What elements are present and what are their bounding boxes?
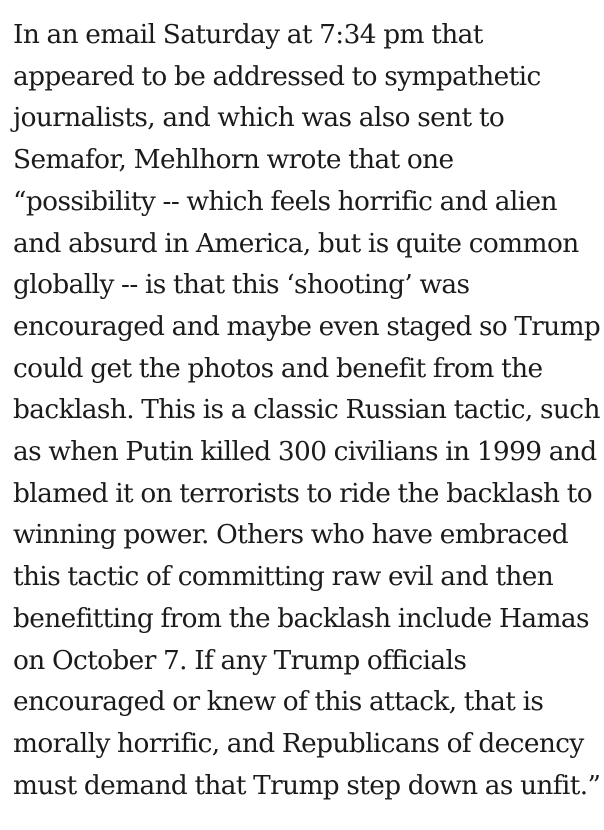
article-paragraph (13, 14, 603, 806)
paragraph-line: globally -- is that this ‘shooting’ was (13, 269, 470, 301)
paragraph-line: journalists, and which was also sent to (13, 102, 505, 134)
paragraph-line: could get the photos and benefit from the (13, 352, 543, 384)
paragraph-line: encouraged and maybe even staged so Trump (13, 310, 601, 342)
paragraph-line: benefitting from the backlash include Hamas (13, 602, 589, 634)
paragraph-line: backlash. This is a classic Russian tactic, such (13, 394, 600, 426)
paragraph-line: morally horrific, and Republicans of decency (13, 727, 584, 759)
paragraph-line: encouraged or knew of this attack, that is (13, 686, 544, 718)
paragraph-line: “possibility -- which feels horrific and alien (13, 185, 557, 217)
paragraph-line: this tactic of committing raw evil and then (13, 561, 554, 593)
paragraph-line: appeared to be addressed to sympathetic (13, 60, 541, 92)
paragraph-line: as when Putin killed 300 civilians in 1999 and (13, 436, 597, 468)
paragraph-line: must demand that Trump step down as unfit.” (13, 769, 601, 801)
paragraph-line: winning power. Others who have embraced (13, 519, 568, 551)
paragraph-line: In an email Saturday at 7:34 pm that (13, 19, 483, 50)
paragraph-line: and absurd in America, but is quite common (13, 227, 579, 259)
paragraph-line: blamed it on terrorists to ride the backlash to (13, 477, 593, 509)
paragraph-line: on October 7. If any Trump officials (13, 644, 467, 676)
paragraph-line: Semafor, Mehlhorn wrote that one (13, 144, 454, 176)
